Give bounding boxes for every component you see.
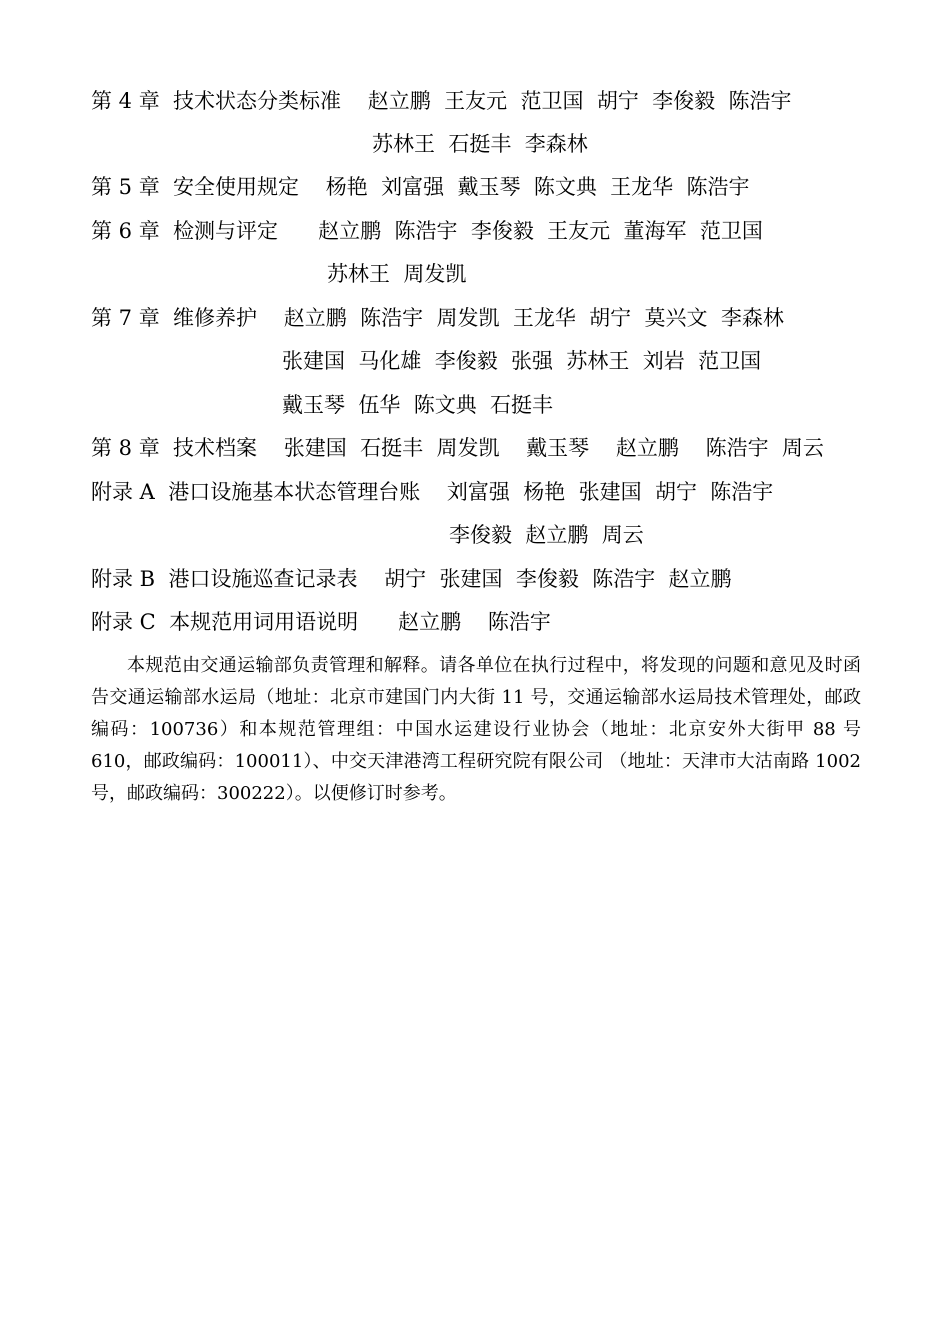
chapter-6-line: 第 6 章 检测与评定 赵立鹏 陈浩宇 李俊毅 王友元 董海军 范卫国 <box>91 219 763 243</box>
management-paragraph: 本规范由交通运输部负责管理和解释。请各单位在执行过程中，将发现的问题和意见及时函告交通运输部水运局（地址：北京市建国门内大街 11 号，交通运输部水运局技术管理处，邮政编码：100736）和本规范管理组：中国水运建设行业协会（地址：北京安外大街甲 88 号 610，邮政编码：100011）、中交天津港湾工程研究院有限公司 （地址：天津市大沽南路 1002 号，邮政编码：300222）。以便修订时参考。 <box>91 655 861 804</box>
chapter-4-line: 第 4 章 技术状态分类标准 赵立鹏 王友元 范卫国 胡宁 李俊毅 陈浩宇 <box>91 89 792 113</box>
chapter-4-continuation: 苏林王 石挺丰 李森林 <box>372 132 588 156</box>
appendix-a-line: 附录 A 港口设施基本状态管理台账 刘富强 杨艳 张建国 胡宁 陈浩宇 <box>91 480 774 504</box>
chapter-6-continuation: 苏林王 周发凯 <box>327 262 467 286</box>
chapter-7-line: 第 7 章 维修养护 赵立鹏 陈浩宇 周发凯 王龙华 胡宁 莫兴文 李森林 <box>91 306 784 330</box>
chapter-5-line: 第 5 章 安全使用规定 杨艳 刘富强 戴玉琴 陈文典 王龙华 陈浩宇 <box>91 175 750 199</box>
appendix-c-line: 附录 C 本规范用词用语说明 赵立鹏 陈浩宇 <box>91 610 551 634</box>
chapter-7-continuation-2: 戴玉琴 伍华 陈文典 石挺丰 <box>282 393 554 417</box>
chapter-7-continuation-1: 张建国 马化雄 李俊毅 张强 苏林王 刘岩 范卫国 <box>282 349 762 373</box>
chapter-8-line: 第 8 章 技术档案 张建国 石挺丰 周发凯 戴玉琴 赵立鹏 陈浩宇 周云 <box>91 436 824 460</box>
appendix-a-continuation: 李俊毅 赵立鹏 周云 <box>449 523 644 547</box>
appendix-b-line: 附录 B 港口设施巡查记录表 胡宁 张建国 李俊毅 陈浩宇 赵立鹏 <box>91 567 732 591</box>
